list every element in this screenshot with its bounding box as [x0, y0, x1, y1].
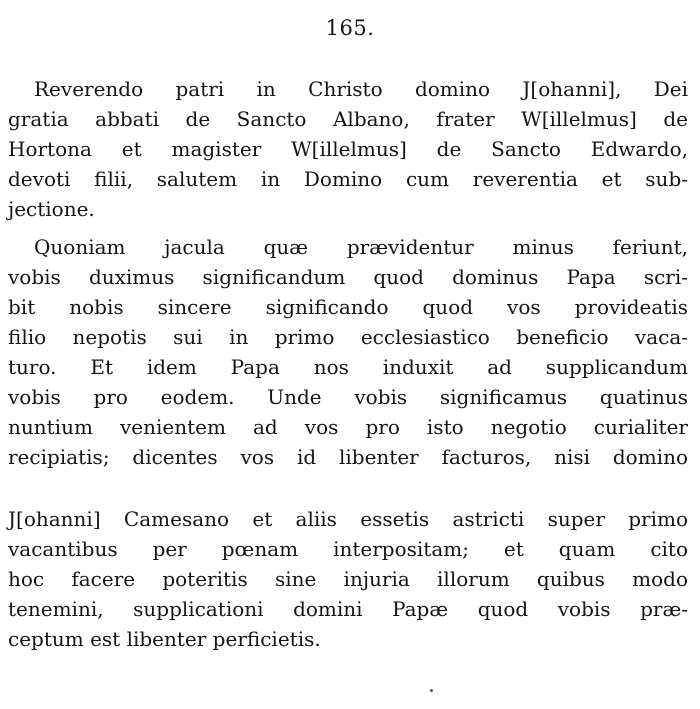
text-line: ceptum est libenter perficietis.: [8, 627, 321, 651]
text-line: vobis duximus significandum quod dominus Papa scri-: [8, 265, 688, 289]
text-line: recipiatis; dicentes vos id libenter facturos, nisi domino: [8, 445, 688, 469]
text-line: Hortona et magister W[illelmus] de Sancto Edwardo,: [8, 137, 688, 161]
text-line: nuntium venientem ad vos pro isto negotio curialiter: [8, 415, 688, 439]
text-line: devoti filii, salutem in Domino cum reverentia et sub-: [8, 167, 688, 191]
text-line: Reverendo patri in Christo domino J[ohanni], Dei: [34, 77, 688, 101]
text-line: J[ohanni] Camesano et aliis essetis astricti super primo: [8, 507, 688, 531]
text-line: vobis pro eodem. Unde vobis significamus quatinus: [8, 385, 688, 409]
text-line: vacantibus per pœnam interpositam; et quam cito: [8, 537, 688, 561]
text-line: hoc facere poteritis sine injuria illorum quibus modo: [8, 567, 688, 591]
text-line: turo. Et idem Papa nos induxit ad supplicandum: [8, 355, 688, 379]
text-line: filio nepotis sui in primo ecclesiastico beneficio vaca-: [8, 325, 688, 349]
ink-speck: [430, 689, 433, 692]
text-line: gratia abbati de Sancto Albano, frater W[illelmus] de: [8, 107, 688, 131]
text-line: bit nobis sincere significando quod vos provideatis: [8, 295, 688, 319]
text-line: jectione.: [8, 197, 95, 221]
page-number: 165.: [325, 16, 375, 40]
text-line: tenemini, supplicationi domini Papæ quod vobis præ-: [8, 597, 688, 621]
text-line: Quoniam jacula quæ prævidentur minus feriunt,: [34, 235, 688, 259]
